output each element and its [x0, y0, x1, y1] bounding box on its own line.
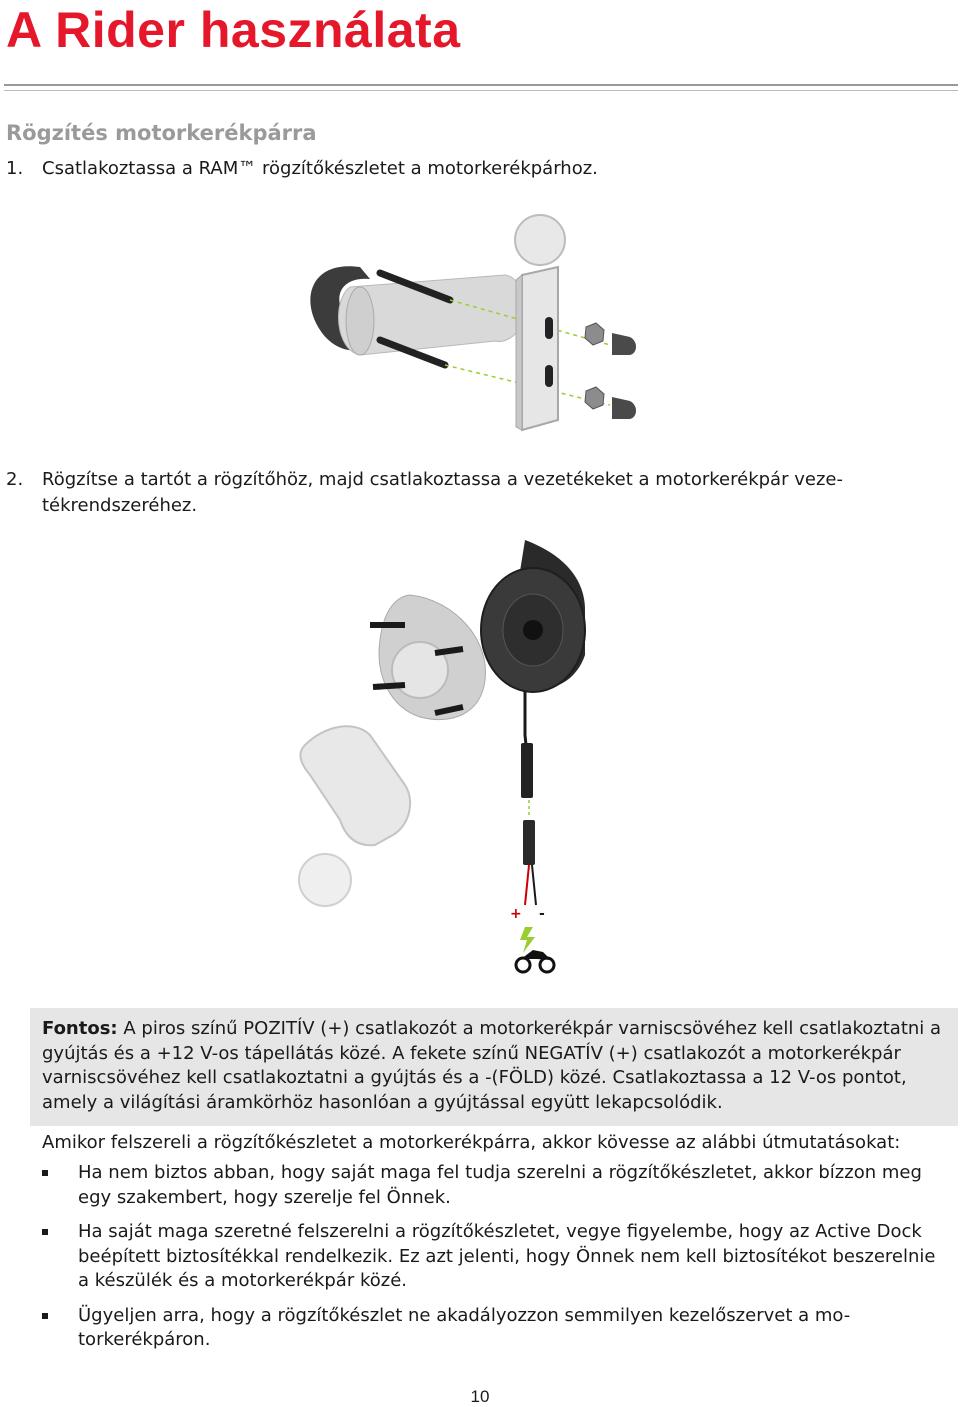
ball-mount	[515, 215, 565, 265]
double-socket-arm	[300, 726, 410, 845]
step-text: Rögzítse a tartót a rögzítőhöz, majd csatlakoztassa a vezetékeket a motorkerékpár veze-tékrendszeréhez.	[42, 469, 843, 516]
list-item: Ha nem biztos abban, hogy saját maga fel tudja szerelni a rögzítőkészletet, akkor bízzon meg egy szakembert, hogy szerelje fel Önnek.	[42, 1161, 942, 1210]
end-cap	[612, 333, 636, 355]
minus-label: -	[539, 906, 545, 922]
nut	[585, 323, 604, 345]
list-item: Ügyeljen arra, hogy a rögzítőkészlet ne akadályozzon semmilyen kezelőszervet a mo-torkerékpáron.	[42, 1304, 942, 1353]
header-rule-thin	[4, 90, 958, 91]
motorcycle-icon	[516, 950, 554, 972]
nut	[585, 387, 604, 409]
page-title: A Rider használata	[6, 2, 461, 58]
note-label: Fontos:	[42, 1018, 118, 1039]
bullet-icon	[42, 1229, 48, 1235]
lightning-icon	[520, 927, 535, 953]
guidelines-list	[42, 1161, 942, 1363]
plus-label: +	[510, 906, 522, 922]
step-number: 1.	[6, 158, 24, 179]
intro-paragraph: Amikor felszereli a rögzítőkészletet a motorkerékpárra, akkor kövesse az alábbi útmutatásokat:	[42, 1132, 901, 1153]
dock-mount-illustration	[285, 535, 635, 980]
page-number: 10	[470, 1387, 490, 1406]
handlebar-clamp-illustration	[290, 205, 660, 440]
header-rule	[4, 84, 958, 86]
section-heading: Rögzítés motorkerékpárra	[6, 121, 317, 145]
list-item: Ha saját maga szeretné felszerelni a rögzítőkészletet, vegye figyelembe, hogy az Active Dock beépített biztosítékkal rendelkezik. Ez azt jelenti, hogy Önnek nem kell biztosítékot beszerelnie a készülék és a motorkerékpár közé.	[42, 1220, 942, 1294]
mount-base-bar	[522, 267, 558, 430]
bullet-icon	[42, 1170, 48, 1176]
step-1	[6, 156, 906, 182]
note-text: A piros színű POZITÍV (+) csatlakozót a motorkerékpár varniscsövéhez kell csatlakoztatni a gyújtás és a +12 V-os tápellátás közé. A fekete színű NEGATÍV (+) csatlakozót a motorkerékpár varniscsövéhez kell csatlakoztatni a gyújtás és a -(FÖLD) közé. Csatlakoztassa a 12 V-os pontot, amely a világítási áramkörhöz hasonlóan a gyújtással együtt lekapcsolódik.	[42, 1018, 942, 1113]
important-note	[30, 1008, 958, 1126]
step-number: 2.	[6, 469, 24, 490]
screw	[373, 685, 405, 687]
bullet-icon	[42, 1313, 48, 1319]
step-text: Csatlakoztassa a RAM™ rögzítőkészletet a motorkerékpárhoz.	[42, 158, 598, 179]
step-2	[6, 467, 906, 519]
end-cap	[612, 397, 636, 419]
